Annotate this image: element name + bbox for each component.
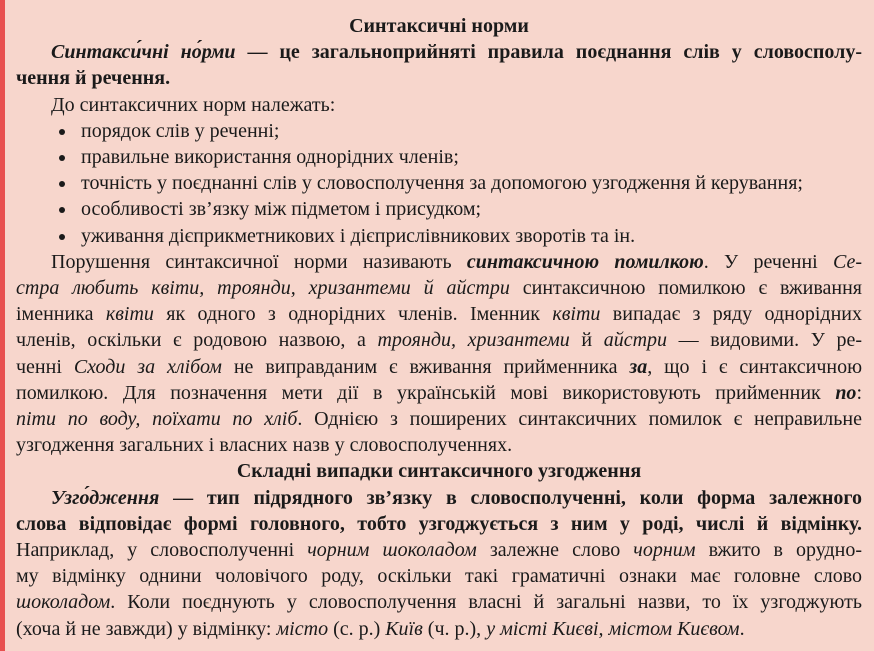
defined-term: Синтакси́чні но́рми (51, 41, 236, 64)
paragraph-line: іменника квіти як одного з однорідних членів. Іменник квіти випадає з ряду однорідних (16, 303, 862, 326)
paragraph-line: членів, оскільки є родовою назвою, а троянди, хризантеми й айстри — видовими. У ре- (16, 329, 862, 352)
definition-line: слова відповідає формі головного, тобто узгоджується з ним у роді, числі й відмінку. (16, 512, 862, 535)
paragraph-line: Наприклад, у словосполученні чорним шоколадом залежне слово чорним вжито в орудно- (16, 539, 862, 562)
definition-line: Узго́дження — тип підрядного зв’язку в словосполученні, коли форма залежного (51, 486, 862, 509)
paragraph-line: му відмінку однини чоловічого роду, оскільки такі граматичні ознаки має головне слово (16, 565, 862, 588)
paragraph-line: Порушення синтаксичної норми називають синтаксичною помилкою. У реченні Се- (51, 250, 862, 273)
definition-syntax-norms (16, 39, 862, 91)
list-item: правильне використання однорідних членів; (16, 144, 862, 170)
paragraph-line: ченні Сходи за хлібом не виправданим є вживання прийменника за, що і є синтаксичною (16, 355, 862, 378)
paragraph-line: піти по воду, поїхати по хліб. Однією з поширених синтаксичних помилок є неправильне (16, 408, 862, 431)
paragraph-line: шоколадом. Коли поєднують у словосполучення власні й загальні назви, то їх узгоджують (16, 591, 862, 614)
paragraph-line: стра любить квіти, троянди, хризантеми й айстри синтаксичною помилкою є вживання (16, 277, 862, 300)
definition-line: Синтакси́чні но́рми — це загальноприйняті правила поєднання слів у словосполу- (51, 41, 862, 64)
list-item: порядок слів у реченні; (16, 118, 862, 144)
list-item: особливості зв’язку між підметом і присудком; (16, 196, 862, 222)
list-item: уживання дієприкметникових і дієприслівникових зворотів та ін. (16, 223, 862, 249)
intro-line: До синтаксичних норм належать: (51, 93, 336, 116)
paragraph-syntax-error (16, 249, 862, 459)
section-heading-syntax-norms: Синтаксичні норми (349, 15, 529, 37)
list-item: точність у поєднанні слів у словосполучення за допомогою узгодження й керування; (16, 170, 862, 196)
defined-term: Узго́дження (51, 486, 160, 509)
paragraph-agreement-example (16, 537, 862, 642)
section-heading-agreement: Складні випадки синтаксичного узгодження (236, 460, 642, 483)
norms-list (16, 118, 862, 249)
definition-line: чення й речення. (16, 67, 171, 90)
paragraph-line: (хоча й не завжди) у відмінку: місто (с. р.) Київ (ч. р.), у місті Києві, містом Києвом. (16, 617, 745, 640)
paragraph-line: узгодження загальних і власних назв у словосполученнях. (16, 434, 513, 457)
paragraph-line: помилкою. Для позначення мети дії в українській мові використовують прийменник по: (16, 381, 862, 404)
definition-agreement (16, 485, 862, 537)
